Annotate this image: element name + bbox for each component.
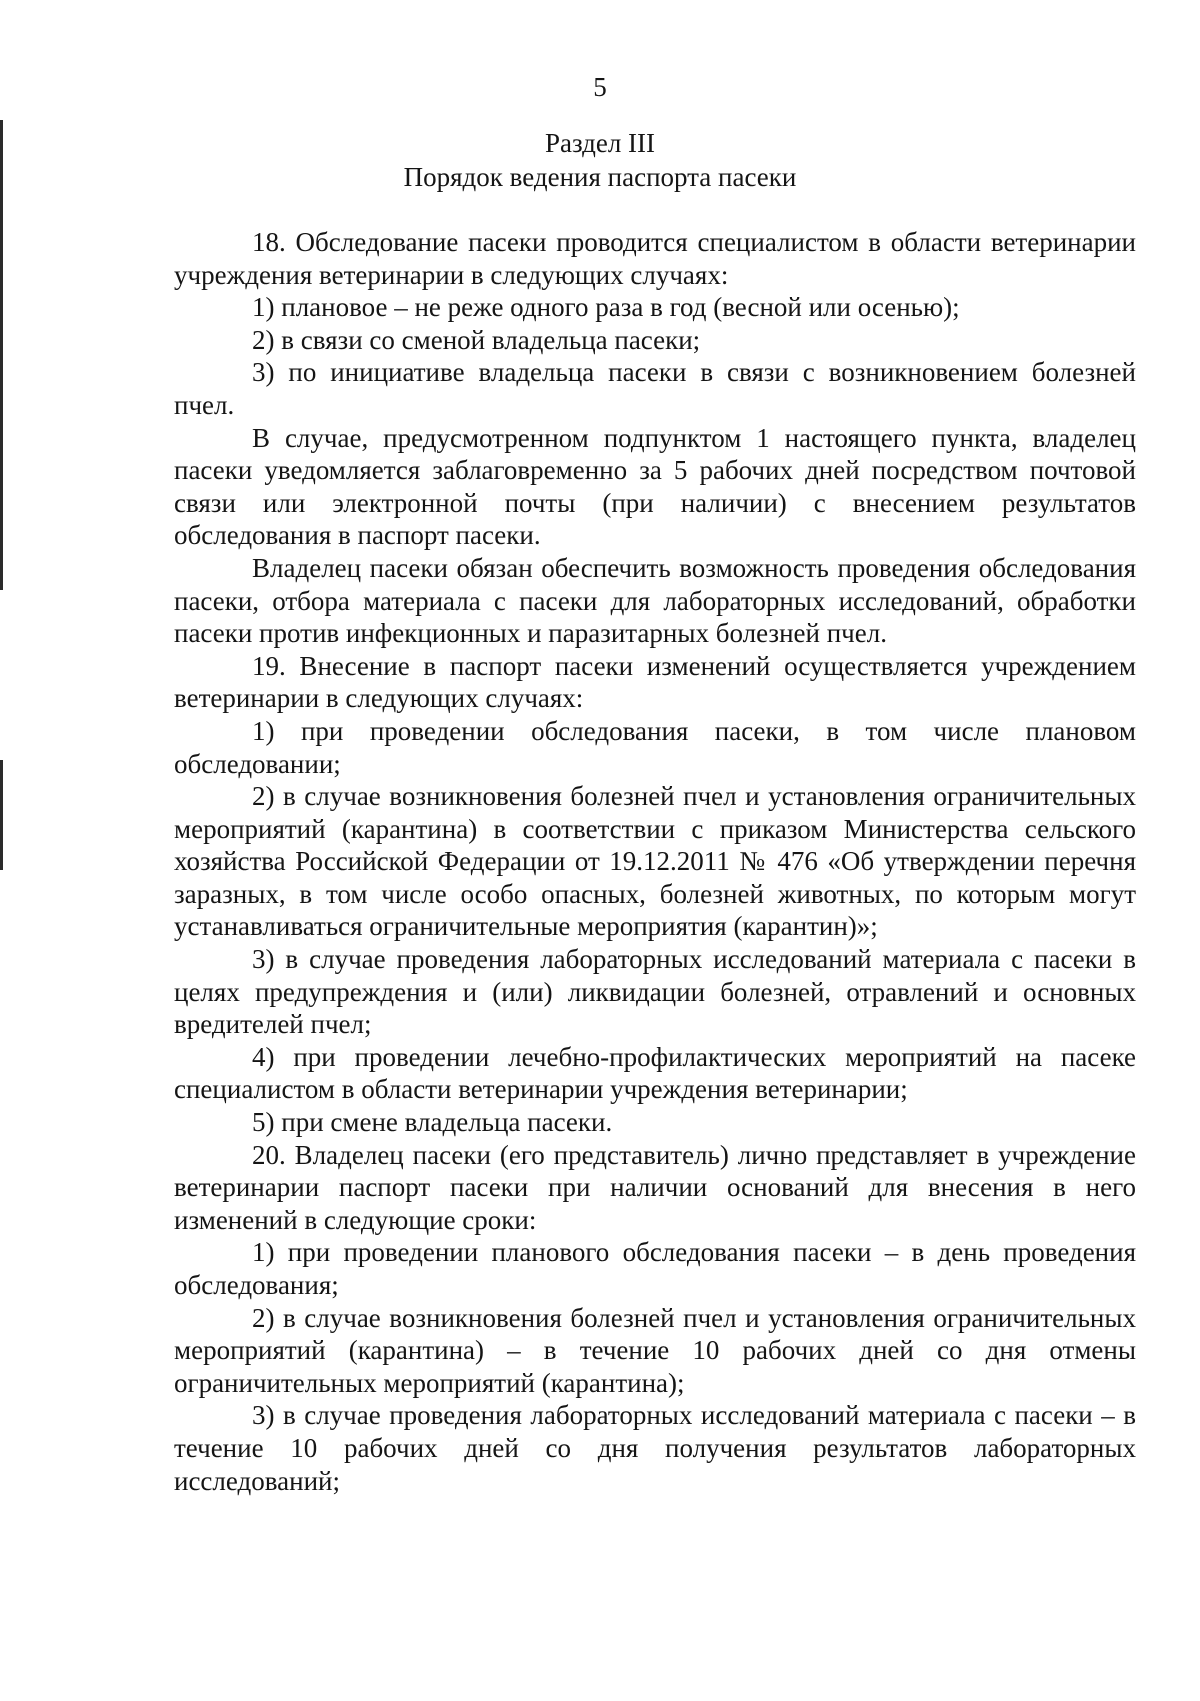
- paragraph-18-item-3: 3) по инициативе владельца пасеки в связи с возникновением болезней пчел.: [174, 357, 1136, 420]
- paragraph-20-item-3: 3) в случае проведения лабораторных исследований материала с пасеки – в течение 10 рабочих дней со дня получения результатов лабораторных исследований;: [174, 1400, 1136, 1496]
- section-label: Раздел III: [544, 128, 656, 158]
- paragraph-18-item-1: 1) плановое – не реже одного раза в год (весной или осенью);: [252, 292, 960, 323]
- paragraph-18-item-2: 2) в связи со сменой владельца пасеки;: [252, 324, 701, 355]
- paragraph-18: 18. Обследование пасеки проводится специалистом в области ветеринарии учреждения ветеринарии в следующих случаях:: [174, 227, 1136, 290]
- paragraph-18-owner-duty: Владелец пасеки обязан обеспечить возможность проведения обследования пасеки, отбора материала с пасеки для лабораторных исследований, обработки пасеки против инфекционных и паразитарных болезней пчел.: [174, 552, 1136, 649]
- paragraph-20: 20. Владелец пасеки (его представитель) лично представляет в учреждение ветеринарии паспорт пасеки при наличии оснований для внесения в него изменений в следующие сроки:: [174, 1139, 1136, 1235]
- paragraph-20-item-1: 1) при проведении планового обследования пасеки – в день проведения обследования;: [174, 1237, 1136, 1300]
- paragraph-20-item-2: 2) в случае возникновения болезней пчел и установления ограничительных мероприятий (карантина) – в течение 10 рабочих дней со дня отмены ограничительных мероприятий (карантина);: [174, 1302, 1136, 1398]
- paragraph-19-item-3: 3) в случае проведения лабораторных исследований материала с пасеки в целях предупреждения и (или) ликвидации болезней, отравлений и основных вредителей пчел;: [174, 944, 1136, 1040]
- paragraph-19-item-2: 2) в случае возникновения болезней пчел и установления ограничительных мероприятий (карантина) в соответствии с приказом Министерства сельского хозяйства Российской Федерации от 19.12.2011 № 476 «Об утверждении перечня заразных, в том числе особо опасных, болезней животных, по которым могут устанавливаться ограничительные мероприятия (карантин)»;: [174, 781, 1136, 942]
- section-title: Порядок ведения паспорта пасеки: [403, 162, 797, 192]
- page-number: 5: [593, 72, 607, 102]
- paragraph-19: 19. Внесение в паспорт пасеки изменений осуществляется учреждением ветеринарии в следующих случаях:: [174, 650, 1136, 714]
- document-body: [174, 226, 1136, 1497]
- paragraph-18-notice: В случае, предусмотренном подпунктом 1 настоящего пункта, владелец пасеки уведомляется заблаговременно за 5 рабочих дней посредством почтовой связи или электронной почты (при наличии) с внесением результатов обследования в паспорт пасеки.: [174, 422, 1136, 551]
- paragraph-19-item-5: 5) при смене владельца пасеки.: [252, 1107, 613, 1138]
- paragraph-19-item-1: 1) при проведении обследования пасеки, в том числе плановом обследовании;: [174, 715, 1136, 779]
- paragraph-19-item-4: 4) при проведении лечебно-профилактических мероприятий на пасеке специалистом в области ветеринарии учреждения ветеринарии;: [174, 1041, 1136, 1105]
- scan-edge-mark: [0, 760, 3, 870]
